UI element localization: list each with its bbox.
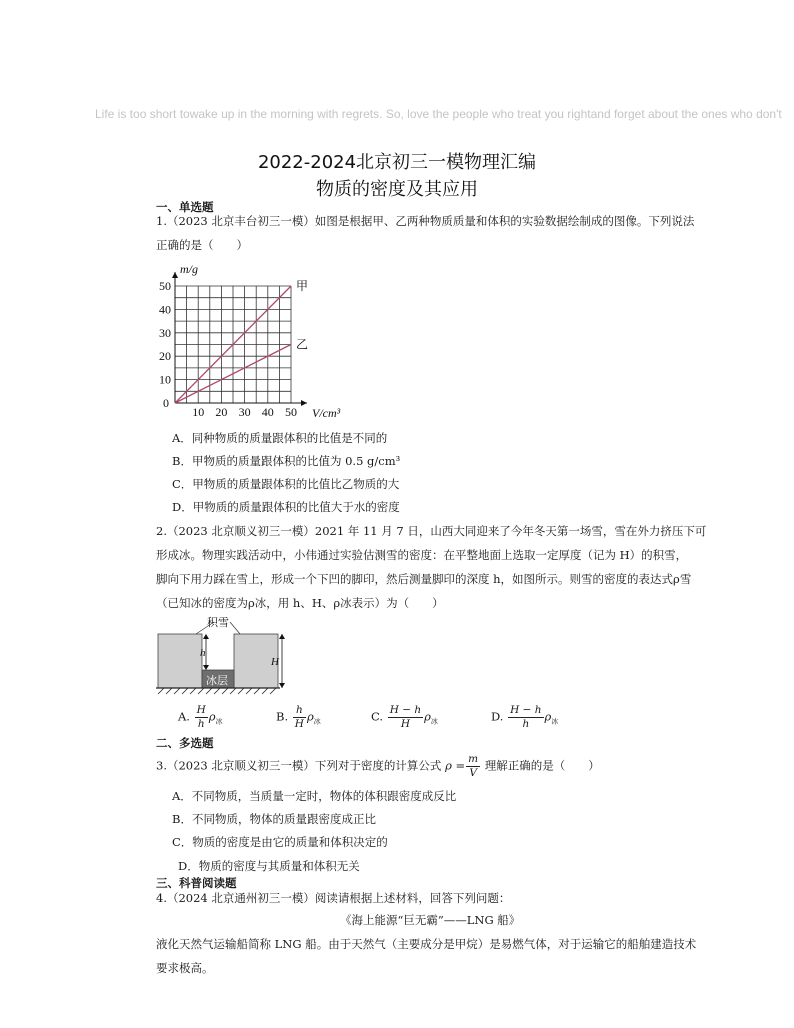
q4-text-line3: 要求极高。 (156, 961, 214, 975)
y-axis-arrow (172, 272, 178, 278)
y-tick-label: 50 (159, 279, 171, 293)
y-tick-label: 10 (159, 372, 171, 387)
q3-option-d: D．物质的密度与其质量和体积无关 (178, 859, 360, 873)
series-label-2: 乙 (296, 337, 309, 352)
q3-formula-lhs: ρ = (445, 758, 466, 773)
q2-option-b-label: B. (276, 709, 289, 724)
q2-option-b: B. $\frac{h}{H}$ $\rho_冰$ (276, 704, 321, 730)
x-axis-label: V/cm³ (312, 406, 341, 420)
q4-text-line2: 液化天然气运输船简称 LNG 船。由于天然气（主要成分是甲烷）是易燃气体，对于运输它的船舶建造技术 (156, 937, 697, 951)
q2-text-line2: 形成冰。物理实践活动中，小伟通过实验估测雪的密度：在平整地面上选取一定厚度（记为 H）的积雪， (156, 548, 688, 562)
q2-text-line3: 脚向下用力踩在雪上，形成一个下凹的脚印，然后测量脚印的深度 h，如图所示。则雪的密度的表达式ρ雪 (156, 572, 692, 586)
h-label: h (200, 647, 206, 659)
q4-text-line1: 4.（2024 北京通州初三一模）阅读请根据上述材料，回答下列问题： (156, 891, 511, 905)
q1-option-c: C．甲物质的质量跟体积的比值比乙物质的大 (172, 477, 400, 491)
q4-article-title: 《海上能源“巨无霸”——LNG 船》 (340, 913, 521, 927)
y-axis-label: m/g (180, 262, 198, 276)
ground-hatch (158, 688, 276, 694)
header-banner: Life is too short towake up in the morning with regrets. So, love the people who treat you rightand forget about the ones who don't (95, 107, 782, 121)
snow-label: 积雪 (207, 617, 229, 629)
y-tick-label: 40 (159, 302, 171, 317)
snow-left (158, 634, 202, 688)
ice-label: 冰层 (206, 675, 228, 687)
series-label-1: 甲 (296, 279, 309, 293)
snow-footprint-figure (156, 614, 291, 696)
section-heading-multi: 二、多选题 (156, 736, 214, 750)
q3-formula-fraction: $\frac{m}{V}$ (468, 753, 479, 779)
q1-text-line1: 1.（2023 北京丰台初三一模）如图是根据甲、乙两种物质质量和体积的实验数据绘制成的图像。下列说法 (156, 214, 695, 228)
q2-option-b-fraction: $\frac{h}{H}$ (294, 704, 304, 730)
q2-option-a-label: A. (178, 709, 190, 724)
q2-option-c: C. $\frac{H - h}{H}$ $\rho_冰$ (371, 704, 438, 730)
q2-option-d-label: D. (491, 709, 504, 724)
x-tick-label: 10 (192, 405, 205, 419)
q2-option-d-fraction: $\frac{H - h}{h}$ (510, 704, 542, 730)
page-title: 2022-2024北京初三一模物理汇编 (257, 152, 537, 173)
q3-text: 3.（2023 北京顺义初三一模）下列对于密度的计算公式 ρ = $\frac{m}{V}$ 理解正确的是（ ） (156, 753, 600, 779)
q2-option-c-fraction: $\frac{H - h}{H}$ (389, 704, 422, 730)
q1-option-d: D．甲物质的质量跟体积的比值大于水的密度 (172, 500, 400, 514)
q2-option-c-label: C. (371, 709, 384, 724)
q1-text-line2: 正确的是（ ） (156, 238, 248, 252)
y-tick-label: 20 (159, 349, 171, 364)
q2-option-a-fraction: $\frac{H}{h}$ (196, 704, 206, 730)
y-tick-label: 30 (159, 325, 171, 340)
q2-option-d: D. $\frac{H - h}{h}$ $\rho_冰$ (491, 704, 559, 730)
x-tick-label: 50 (285, 405, 297, 419)
page-subtitle: 物质的密度及其应用 (316, 179, 478, 200)
origin-label: 0 (163, 396, 169, 410)
q2-text-line1: 2.（2023 北京顺义初三一模）2021 年 11 月 7 日，山西大同迎来了今年冬天第一场雪，雪在外力挤压下可 (156, 524, 707, 538)
q3-option-c: C．物质的密度是由它的质量和体积决定的 (172, 835, 388, 849)
q1-option-a: A．同种物质的质量跟体积的比值是不同的 (172, 431, 388, 445)
q3-option-a: A．不同物质，当质量一定时，物体的体积跟密度成反比 (172, 789, 457, 803)
q3-option-b: B．不同物质，物体的质量跟密度成正比 (172, 812, 376, 826)
q1-chart (156, 260, 356, 420)
x-tick-label: 20 (215, 405, 228, 419)
q1-option-b: B．甲物质的质量跟体积的比值为 0.5 g/cm³ (172, 454, 401, 468)
snow-label-leader-right (230, 622, 240, 634)
q2-option-a: A. $\frac{H}{h}$ $\rho_冰$ (178, 704, 223, 730)
x-tick-label: 40 (261, 405, 274, 419)
x-tick-label: 30 (238, 405, 251, 419)
section-heading-reading: 三、科普阅读题 (156, 876, 237, 890)
x-axis-arrow (301, 400, 307, 406)
H-label: H (271, 656, 279, 668)
q2-text-line4: （已知冰的密度为ρ冰，用 h、H、ρ冰表示）为（ ） (156, 596, 444, 610)
section-heading-single: 一、单选题 (156, 200, 214, 214)
